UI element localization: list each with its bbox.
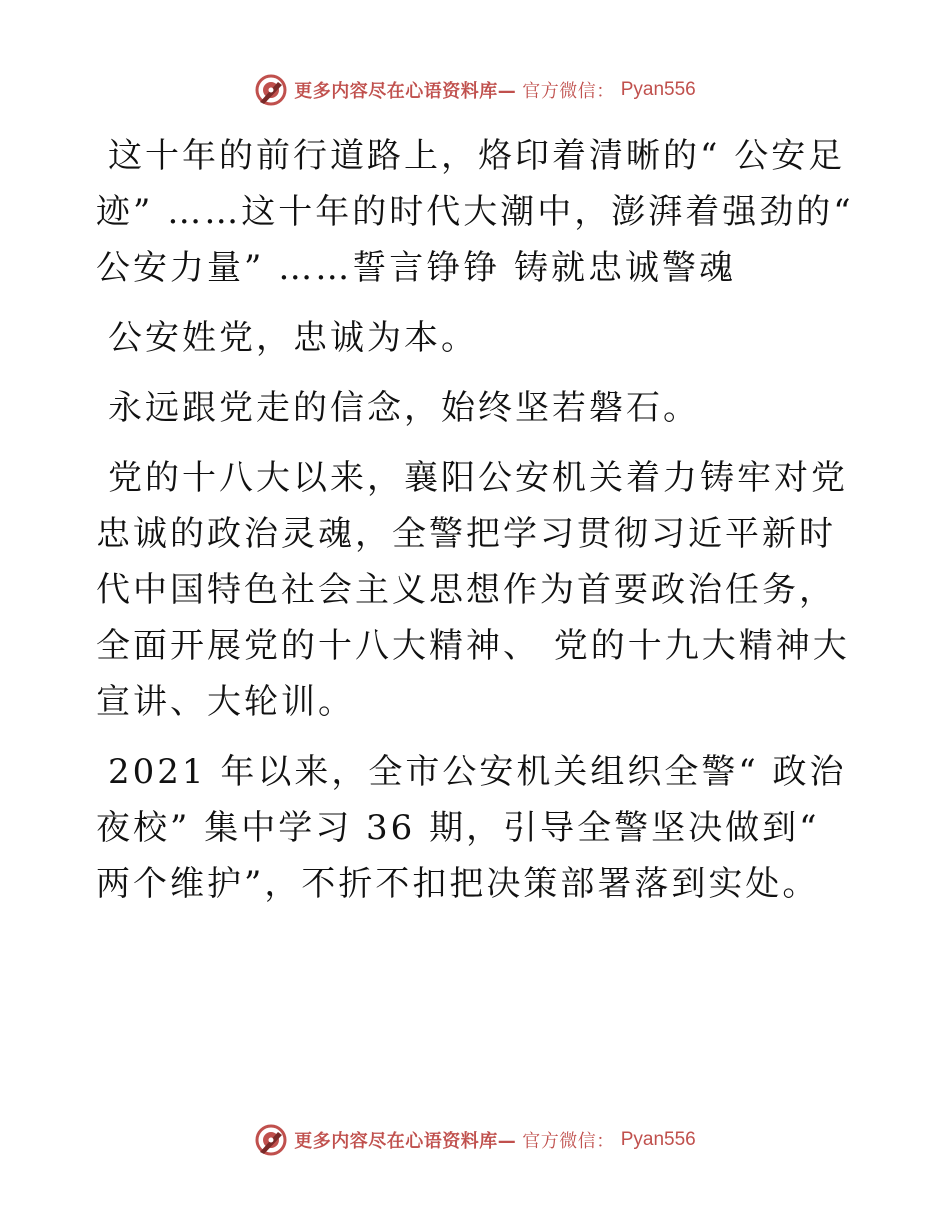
footer-contact-id: Pyan556 <box>620 1129 696 1150</box>
header-slogan: 更多内容尽在心语资料库— <box>294 81 517 102</box>
footer-banner <box>0 1120 950 1160</box>
document-body <box>96 128 856 926</box>
footer-contact-label: 官方微信： <box>522 1131 615 1152</box>
header-contact-id: Pyan556 <box>620 79 696 100</box>
paragraph-3: 永远跟党走的信念，始终坚若磐石。 <box>108 388 700 428</box>
footer-slogan: 更多内容尽在心语资料库— <box>294 1131 517 1152</box>
paragraph-4: 党的十八大以来，襄阳公安机关着力铸牢对党忠诚的政治灵魂，全警把学习贯彻习近平新时代中国特色社会主义思想作为首要政治任务， 全面开展党的十八大精神、 党的十九大精神大宣讲、大轮训。 <box>96 458 850 722</box>
header-banner <box>0 70 950 110</box>
paragraph-5: 2021 年以来，全市公安机关组织全警“ 政治夜校” 集中学习 36 期，引导全警坚决做到“ 两个维护”，不折不扣把决策部署落到实处。 <box>96 752 847 904</box>
pen-circle-icon <box>254 73 288 107</box>
paragraph-1: 这十年的前行道路上，烙印着清晰的“ 公安足迹” ……这十年的时代大潮中，澎湃着强劲的“ 公安力量” ……誓言铮铮 铸就忠诚警魂 <box>96 136 854 288</box>
paragraph-2: 公安姓党，忠诚为本。 <box>108 318 478 358</box>
pen-circle-icon <box>254 1123 288 1157</box>
header-contact-label: 官方微信： <box>522 81 615 102</box>
